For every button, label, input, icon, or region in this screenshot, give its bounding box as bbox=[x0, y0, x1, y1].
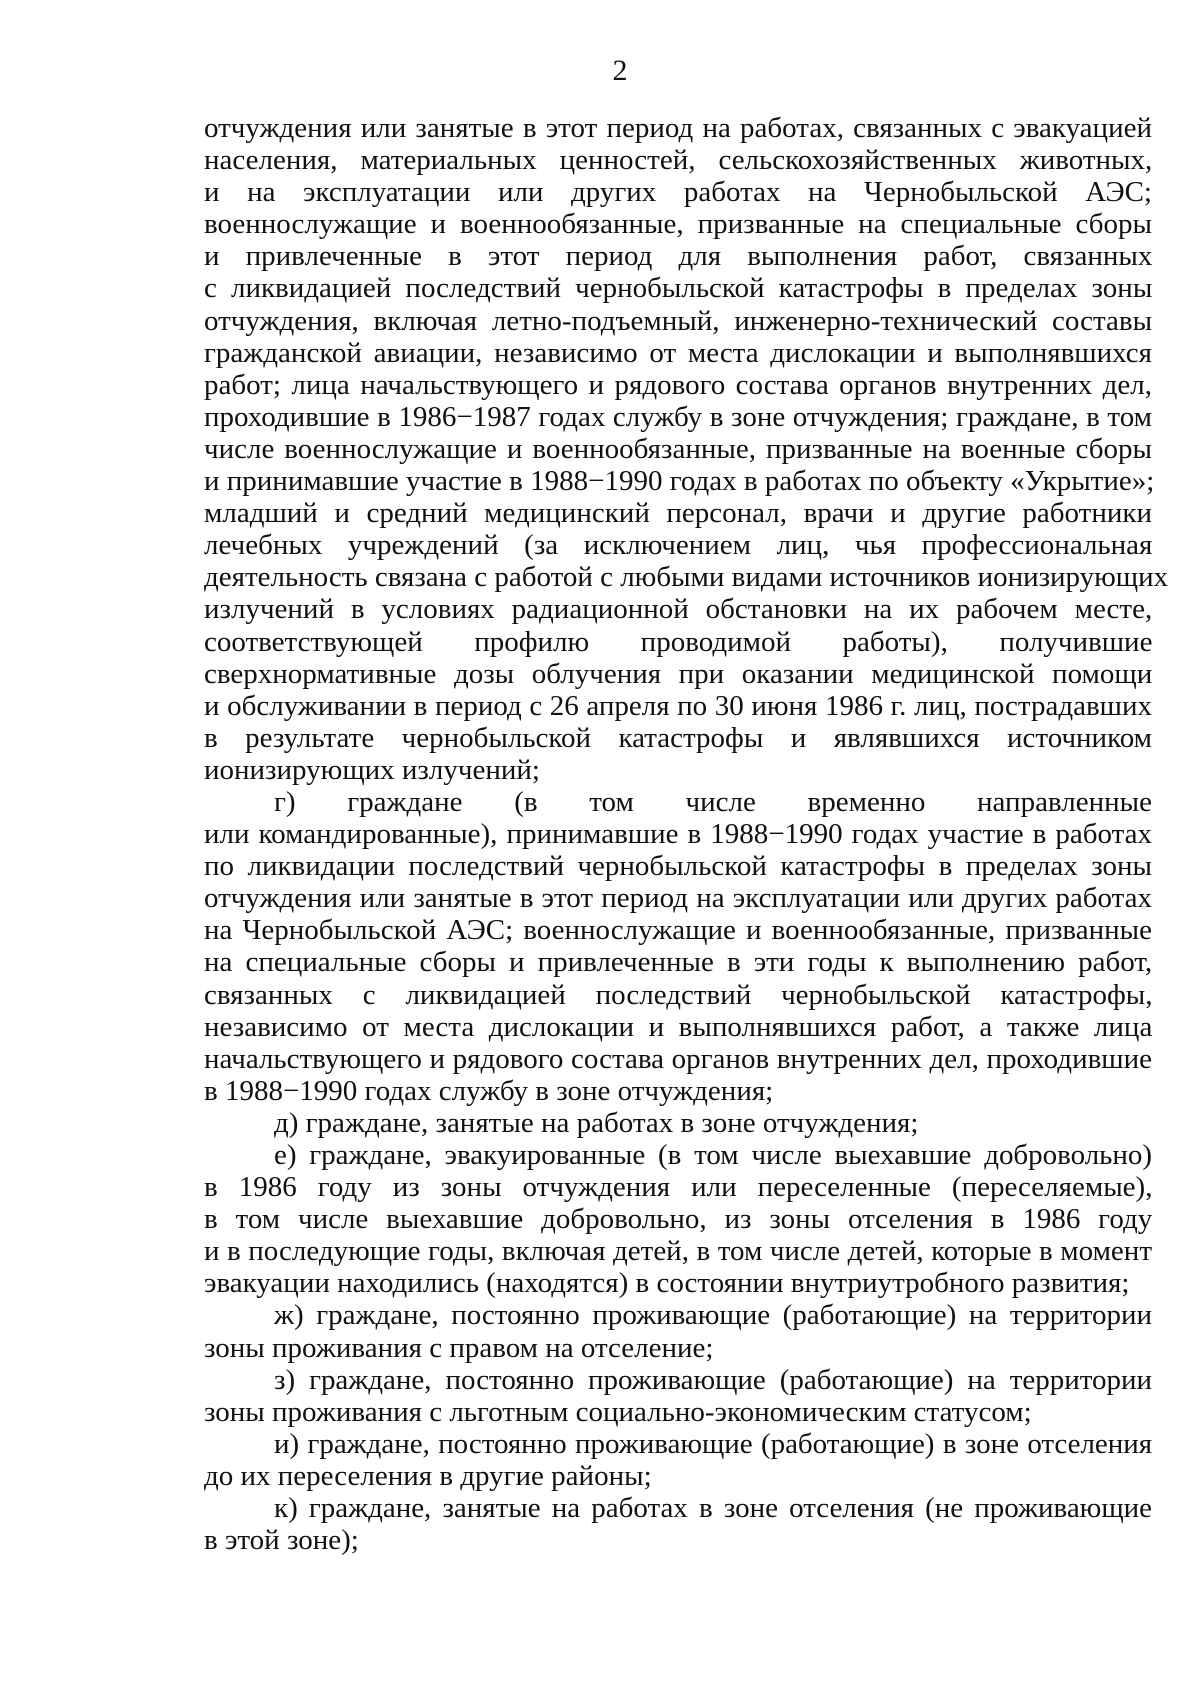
text-line: начальствующего и рядового состава органов внутренних дел, проходившие bbox=[204, 1042, 1152, 1075]
text-line: отчуждения или занятые в этот период на эксплуатации или других работах bbox=[204, 882, 1153, 915]
text-line: д) граждане, занятые на работах в зоне отчуждения; bbox=[274, 1106, 919, 1139]
paragraph-item-d bbox=[204, 1107, 1152, 1139]
paragraph-item-k bbox=[204, 1492, 1152, 1556]
text-line: к) граждане, занятые на работах в зоне отселения (не проживающие bbox=[274, 1492, 1152, 1525]
text-line: отчуждения, включая летно-подъемный, инженерно-технический составы bbox=[204, 304, 1153, 337]
text-line: младший и средний медицинский персонал, врачи и другие работники bbox=[204, 497, 1152, 530]
text-line: г) граждане (в том числе временно направленные bbox=[274, 785, 1152, 818]
text-line: на Чернобыльской АЭС; военнослужащие и военнообязанные, призванные bbox=[204, 914, 1152, 947]
text-line: зоны проживания с правом на отселение; bbox=[204, 1331, 714, 1364]
text-line: в том числе выехавшие добровольно, из зоны отселения в 1986 году bbox=[204, 1203, 1153, 1236]
text-line: отчуждения или занятые в этот период на работах, связанных с эвакуацией bbox=[204, 112, 1152, 144]
text-line: соответствующей профилю проводимой работы), получившие bbox=[204, 625, 1153, 658]
text-line: с ликвидацией последствий чернобыльской катастрофы в пределах зоны bbox=[204, 272, 1153, 305]
paragraph-item-g bbox=[204, 786, 1152, 1107]
text-line: независимо от места дислокации и выполнявшихся работ, а также лица bbox=[204, 1010, 1153, 1043]
text-line: в этой зоне); bbox=[204, 1524, 359, 1557]
paragraph-item-i bbox=[204, 1428, 1152, 1492]
text-line: в 1988−1990 годах службу в зоне отчуждения; bbox=[204, 1074, 774, 1107]
text-line: населения, материальных ценностей, сельскохозяйственных животных, bbox=[204, 144, 1153, 177]
text-line: сверхнормативные дозы облучения при оказании медицинской помощи bbox=[204, 657, 1153, 690]
text-line: и в последующие годы, включая детей, в том числе детей, которые в момент bbox=[204, 1235, 1152, 1268]
text-line: ионизирующих излучений; bbox=[204, 753, 540, 786]
text-line: и обслуживании в период с 26 апреля по 30 июня 1986 г. лиц, пострадавших bbox=[204, 689, 1152, 722]
text-line: и на эксплуатации или других работах на Чернобыльской АЭС; bbox=[204, 176, 1152, 209]
text-line: з) граждане, постоянно проживающие (работающие) на территории bbox=[274, 1363, 1152, 1396]
text-line: и привлеченные в этот период для выполнения работ, связанных bbox=[204, 240, 1153, 273]
text-line: проходившие в 1986−1987 годах службу в зоне отчуждения; граждане, в том bbox=[204, 400, 1152, 433]
text-line: и принимавшие участие в 1988−1990 годах в работах по объекту «Укрытие»; bbox=[204, 465, 1155, 498]
text-line: ж) граждане, постоянно проживающие (работающие) на территории bbox=[274, 1299, 1152, 1332]
text-line: работ; лица начальствующего и рядового состава органов внутренних дел, bbox=[204, 368, 1152, 401]
text-line: эвакуации находились (находятся) в состоянии внутриутробного развития; bbox=[204, 1267, 1130, 1300]
text-line: до их переселения в другие районы; bbox=[204, 1459, 652, 1492]
text-line: военнослужащие и военнообязанные, призванные на специальные сборы bbox=[204, 208, 1152, 241]
text-line: зоны проживания с льготным социально-экономическим статусом; bbox=[204, 1395, 1032, 1428]
text-line: е) граждане, эвакуированные (в том числе выехавшие добровольно) bbox=[274, 1139, 1152, 1171]
document-body bbox=[204, 112, 1169, 1557]
text-line: в результате чернобыльской катастрофы и являвшихся источником bbox=[204, 721, 1152, 754]
page-number: 2 bbox=[612, 54, 628, 87]
text-line: или командированные), принимавшие в 1988−1990 годах участие в работах bbox=[204, 818, 1152, 851]
paragraph-continuation bbox=[204, 112, 1169, 786]
text-line: связанных с ликвидацией последствий чернобыльской катастрофы, bbox=[204, 978, 1153, 1011]
paragraph-item-zh bbox=[204, 1299, 1152, 1363]
text-line: на специальные сборы и привлеченные в эти годы к выполнению работ, bbox=[204, 946, 1153, 979]
text-line: числе военнослужащие и военнообязанные, призванные на военные сборы bbox=[204, 432, 1152, 465]
text-line: деятельность связана с работой с любыми видами источников ионизирующих bbox=[204, 561, 1169, 594]
paragraph-item-e bbox=[204, 1139, 1152, 1299]
paragraph-item-z bbox=[204, 1364, 1152, 1428]
text-line: в 1986 году из зоны отчуждения или переселенные (переселяемые), bbox=[204, 1171, 1153, 1204]
text-line: излучений в условиях радиационной обстановки на их рабочем месте, bbox=[204, 593, 1153, 626]
text-line: и) граждане, постоянно проживающие (работающие) в зоне отселения bbox=[274, 1427, 1152, 1460]
text-line: по ликвидации последствий чернобыльской катастрофы в пределах зоны bbox=[204, 850, 1152, 883]
text-line: лечебных учреждений (за исключением лиц, чья профессиональная bbox=[204, 529, 1153, 562]
text-line: гражданской авиации, независимо от места дислокации и выполнявшихся bbox=[204, 336, 1152, 369]
